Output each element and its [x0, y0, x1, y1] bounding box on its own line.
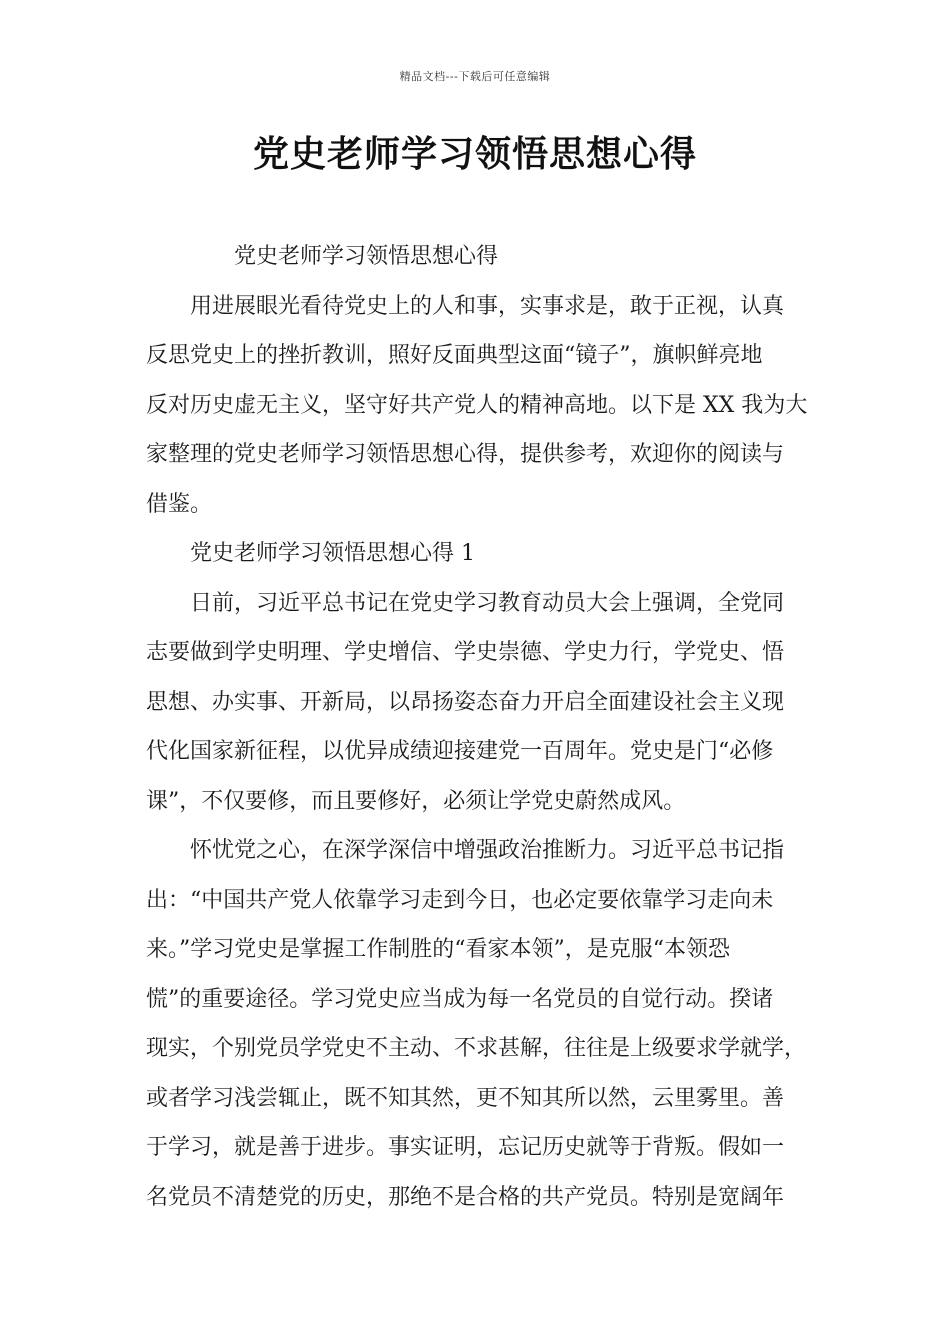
paragraph-1: [146, 579, 806, 827]
intro-paragraph: [146, 282, 806, 530]
text-line: 出：“中国共产党人依靠学习走到今日，也必定要依靠学习走向未: [146, 887, 774, 913]
text-line: 课”，不仅要修，而且要修好，必须让学党史蔚然成风。: [146, 788, 686, 814]
text-line: 用进展眼光看待党史上的人和事，实事求是，敢于正视，认真: [190, 293, 785, 319]
text-line: 于学习，就是善于进步。事实证明，忘记历史就等于背叛。假如一: [146, 1135, 785, 1160]
document-title: 党史老师学习领悟思想心得: [252, 133, 697, 175]
text-line: 思想、办实事、开新局，以昂扬姿态奋力开启全面建设社会主义现: [146, 689, 785, 715]
text-line: 借鉴。: [146, 491, 213, 517]
text-line: 家整理的党史老师学习领悟思想心得，提供参考，欢迎你的阅读与: [146, 442, 785, 467]
text-line: 怀忧党之心，在深学深信中增强政治推断力。习近平总书记指: [190, 838, 785, 863]
text-line: 来。”学习党史是掌握工作制胜的“看家本领”，是克服“本领恐: [146, 937, 730, 962]
text-line: 反对历史虚无主义，坚守好共产党人的精神高地。以下是 XX 我为大: [146, 392, 808, 418]
paragraph-2: [146, 826, 806, 1222]
text-line: 反思党史上的挫折教训，照好反面典型这面“镜子”，旗帜鲜亮地: [146, 343, 763, 368]
text-line: 志要做到学史明理、学史增信、学史崇德、学史力行，学党史、悟: [146, 640, 785, 665]
text-line: 现实，个别党员学党史不主动、不求甚解，往往是上级要求学就学，: [146, 1036, 807, 1061]
text-line: 慌”的重要途径。学习党史应当成为每一名党员的自觉行动。揆诸: [146, 986, 774, 1012]
document-subtitle: 党史老师学习领悟思想心得: [234, 244, 499, 269]
text-line: 或者学习浅尝辄止，既不知其然，更不知其所以然，云里雾里。善: [146, 1085, 785, 1111]
text-line: 日前，习近平总书记在党史学习教育动员大会上强调，全党同: [190, 590, 785, 616]
document-body: [146, 232, 806, 1222]
page-header-watermark: 精品文档---下载后可任意编辑: [399, 70, 551, 83]
text-line: 代化国家新征程，以优异成绩迎接建党一百周年。党史是门“必修: [146, 739, 774, 764]
section-heading-1: 党史老师学习领悟思想心得 1: [190, 541, 475, 566]
text-line: 名党员不清楚党的历史，那绝不是合格的共产党员。特别是宽阔年: [146, 1184, 785, 1210]
